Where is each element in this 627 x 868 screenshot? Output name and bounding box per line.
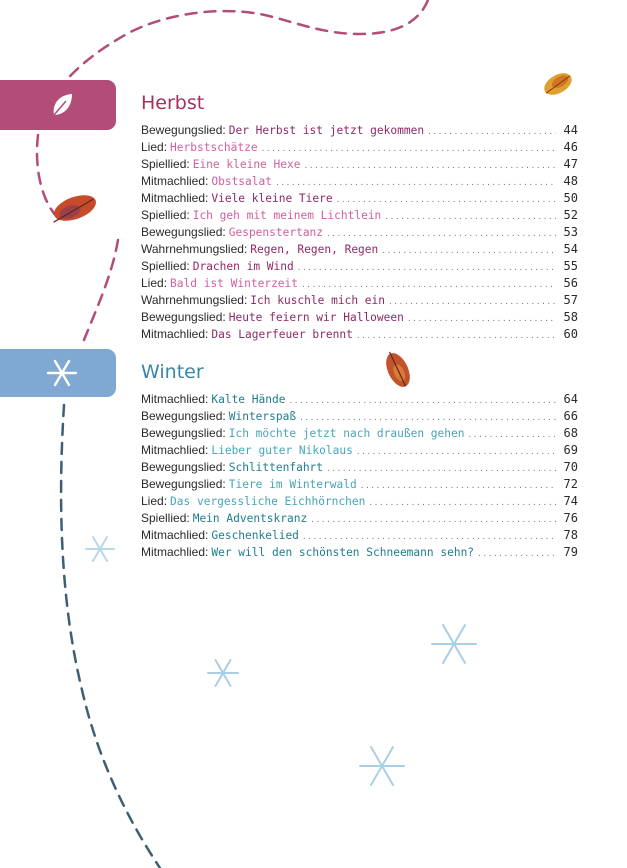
toc-entry [141,545,578,562]
entry-title: Kalte Hände [211,393,286,406]
entry-title: Gespenstertanz [228,226,324,239]
snowflake-icon [360,747,404,785]
dot-leader [303,531,556,542]
entry-title: Tiere im Winterwald [228,478,357,491]
dot-leader [382,245,556,256]
entry-title: Ich geh mit meinem Lichtlein [192,209,382,222]
dashed-path-mid [37,135,62,222]
entry-title: Winterspaß [228,410,297,423]
entry-title: Ich möchte jetzt nach draußen gehen [228,427,465,440]
entry-kind: Mitmachlied: [141,327,209,341]
entry-page-number: 66 [563,409,578,423]
entry-page-number: 78 [563,528,578,542]
snowflake-icon [46,357,78,389]
toc-entry [141,477,578,494]
toc-entry [141,392,578,409]
entry-title: Regen, Regen, Regen [250,243,379,256]
entry-kind: Bewegungslied: [141,123,226,137]
entry-kind: Spiellied: [141,157,190,171]
toc-entry [141,426,578,443]
section-title-winter: Winter [141,361,204,383]
section-tab-winter [0,349,116,397]
entry-title: Der Herbst ist jetzt gekommen [228,124,425,137]
section-tab-herbst [0,80,116,130]
toc-entry [141,225,578,242]
entry-page-number: 79 [563,545,578,559]
entry-page-number: 53 [563,225,578,239]
entry-title: Ich kuschle mich ein [250,294,385,307]
entry-kind: Wahrnehmungslied: [141,293,248,307]
toc-entry [141,208,578,225]
dot-leader [468,429,556,440]
toc-entry [141,327,578,344]
entry-page-number: 48 [563,174,578,188]
entry-kind: Mitmachlied: [141,392,209,406]
entry-page-number: 70 [563,460,578,474]
entry-kind: Lied: [141,494,168,508]
dot-leader [327,228,556,239]
dot-leader [478,548,556,559]
snowflake-icon [208,660,238,686]
dot-leader [369,497,556,508]
snowflake-icon [86,537,114,561]
entry-page-number: 64 [563,392,578,406]
dot-leader [262,143,556,154]
dot-leader [385,211,556,222]
toc-entry [141,157,578,174]
dot-leader [337,194,556,205]
entry-kind: Mitmachlied: [141,545,209,559]
toc-entry [141,276,578,293]
entry-page-number: 68 [563,426,578,440]
toc-entry [141,293,578,310]
entry-page-number: 46 [563,140,578,154]
dot-leader [357,446,556,457]
toc-entry [141,140,578,157]
entry-kind: Lied: [141,140,168,154]
dot-leader [327,463,556,474]
entry-page-number: 52 [563,208,578,222]
entry-page-number: 76 [563,511,578,525]
toc-entry [141,460,578,477]
dot-leader [428,126,556,137]
toc-entry [141,191,578,208]
entry-kind: Mitmachlied: [141,191,209,205]
toc-entry [141,409,578,426]
entry-page-number: 47 [563,157,578,171]
entry-kind: Bewegungslied: [141,426,226,440]
section-title-herbst: Herbst [141,92,205,114]
dot-leader [276,177,556,188]
entry-page-number: 56 [563,276,578,290]
toc-list-herbst [141,123,578,344]
entry-title: Mein Adventskranz [192,512,308,525]
entry-title: Das Lagerfeuer brennt [211,328,353,341]
entry-kind: Bewegungslied: [141,409,226,423]
entry-title: Heute feiern wir Halloween [228,311,404,324]
entry-title: Das vergessliche Eichhörnchen [170,495,366,508]
toc-entry [141,123,578,140]
toc-entry [141,511,578,528]
dot-leader [408,313,556,324]
entry-kind: Lied: [141,276,168,290]
entry-kind: Bewegungslied: [141,225,226,239]
entry-kind: Bewegungslied: [141,477,226,491]
entry-page-number: 60 [563,327,578,341]
entry-title: Geschenkelied [211,529,299,542]
toc-entry [141,310,578,327]
entry-kind: Mitmachlied: [141,528,209,542]
entry-kind: Mitmachlied: [141,174,209,188]
entry-title: Bald ist Winterzeit [170,277,299,290]
toc-list-winter [141,392,578,562]
entry-title: Schlittenfahrt [228,461,324,474]
dot-leader [304,160,556,171]
entry-title: Viele kleine Tiere [211,192,333,205]
toc-entry [141,443,578,460]
entry-page-number: 55 [563,259,578,273]
dashed-path-lower [84,240,118,340]
dot-leader [302,279,556,290]
entry-kind: Bewegungslied: [141,460,226,474]
toc-entry [141,528,578,545]
entry-title: Eine kleine Hexe [192,158,301,171]
snowflake-icon [432,625,476,663]
entry-title: Wer will den schönsten Schneemann sehn? [211,546,475,559]
entry-kind: Mitmachlied: [141,443,209,457]
entry-kind: Spiellied: [141,511,190,525]
entry-page-number: 69 [563,443,578,457]
leaf-icon [46,89,78,121]
entry-kind: Wahrnehmungslied: [141,242,248,256]
entry-title: Drachen im Wind [192,260,294,273]
entry-page-number: 57 [563,293,578,307]
toc-entry [141,174,578,191]
entry-kind: Spiellied: [141,259,190,273]
dot-leader [300,412,556,423]
autumn-leaf-icon [380,348,414,391]
toc-entry [141,259,578,276]
entry-page-number: 74 [563,494,578,508]
dot-leader [298,262,556,273]
entry-title: Lieber guter Nikolaus [211,444,353,457]
toc-entry [141,242,578,259]
entry-page-number: 54 [563,242,578,256]
dot-leader [389,296,556,307]
dot-leader [361,480,556,491]
entry-page-number: 44 [563,123,578,137]
toc-entry [141,494,578,511]
entry-page-number: 50 [563,191,578,205]
entry-title: Obstsalat [211,175,272,188]
autumn-leaf-icon [541,69,576,100]
dot-leader [357,330,556,341]
entry-kind: Spiellied: [141,208,190,222]
entry-title: Herbstschätze [170,141,258,154]
autumn-leaf-icon [48,190,100,227]
entry-page-number: 72 [563,477,578,491]
dot-leader [311,514,556,525]
dot-leader [289,395,556,406]
entry-kind: Bewegungslied: [141,310,226,324]
entry-page-number: 58 [563,310,578,324]
